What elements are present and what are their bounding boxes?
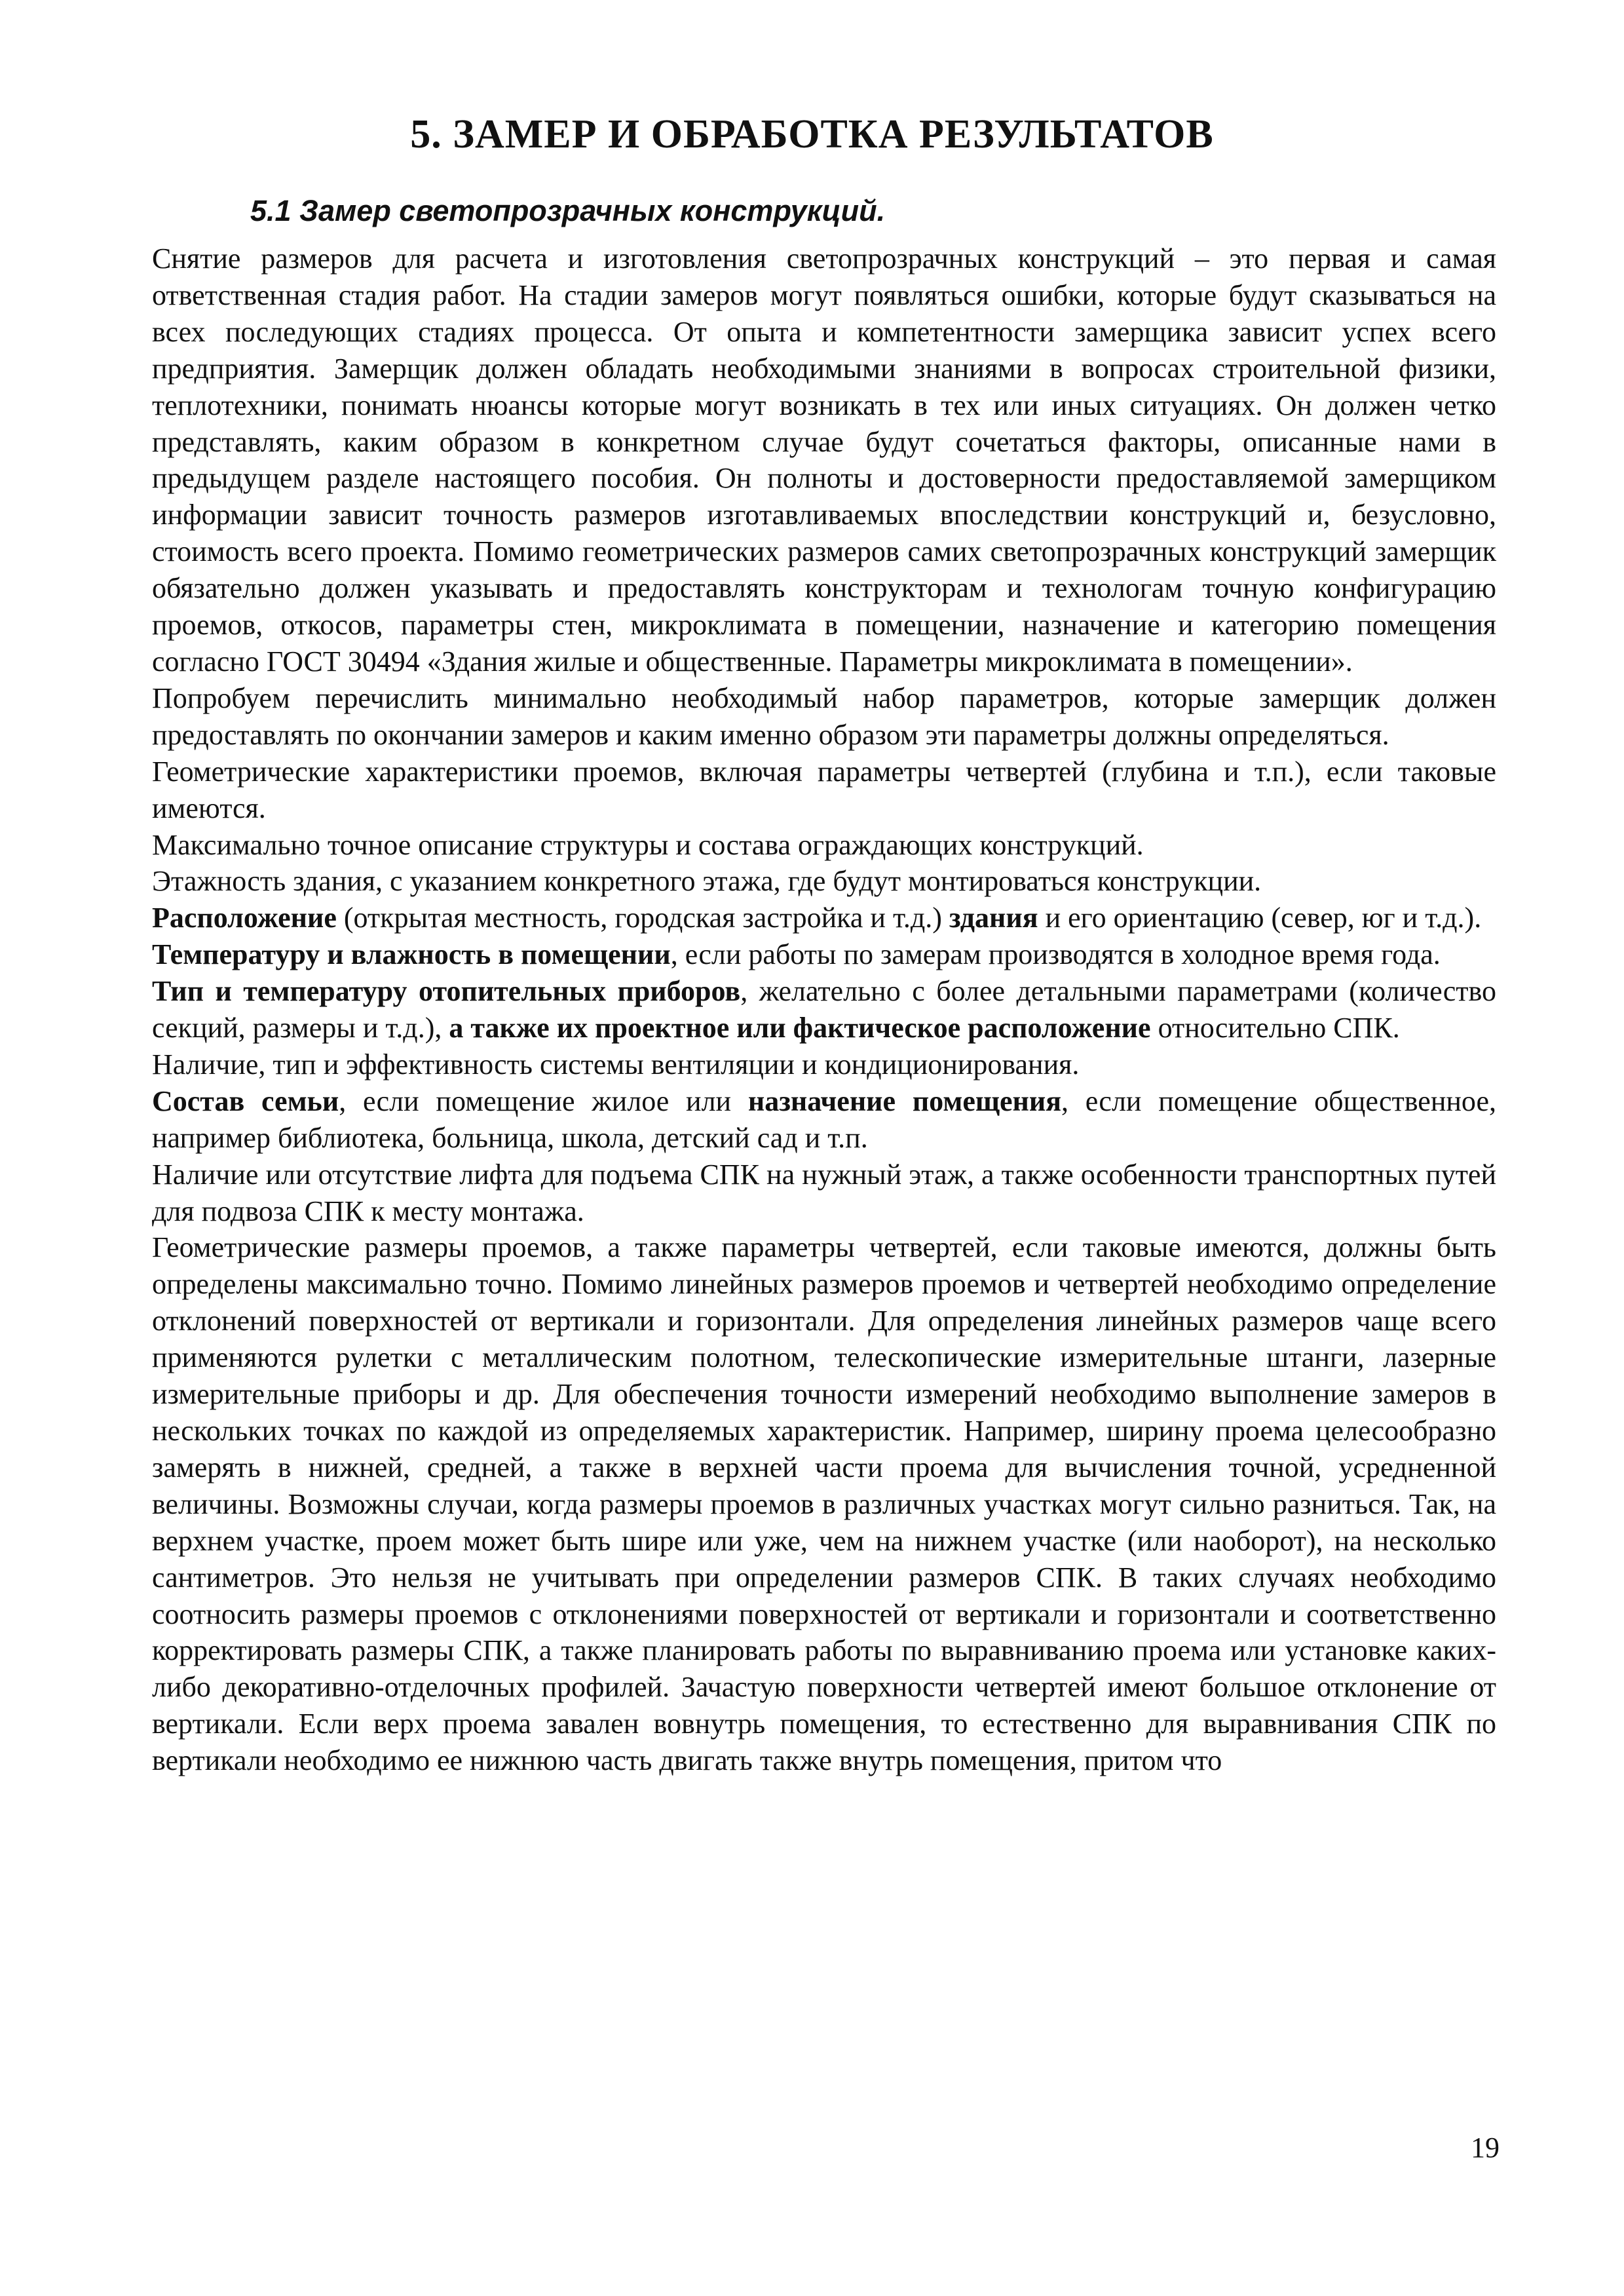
paragraph-text: относительно СПК. [1150,1012,1400,1044]
paragraph-temperature [152,936,1496,973]
paragraph-parameters-list-intro: Попробуем перечислить минимально необходимый набор параметров, которые замерщик должен предоставлять по окончании замеров и каким именно образом эти параметры должны определяться. [152,681,1496,751]
paragraph-text: (открытая местность, городская застройка и т.д.) [336,902,949,934]
paragraph-text: , если помещение жилое или [339,1084,748,1117]
page-number: 19 [1471,2132,1500,2164]
bold-term: здания [949,902,1038,934]
paragraph-text: и его ориентацию (север, юг и т.д.). [1038,902,1482,934]
chapter-heading: 5. ЗАМЕР И ОБРАБОТКА РЕЗУЛЬТАТОВ [410,112,1214,157]
body-text [152,240,1496,1779]
paragraph-text: , желательно с более детальными параметрами (количество секций, размеры и т.д.), [152,975,1496,1044]
section-subheading: 5.1 Замер светопрозрачных конструкций. [250,194,886,227]
paragraph-heating [152,973,1496,1046]
paragraph-elevator: Наличие или отсутствие лифта для подъема СПК на нужный этаж, а также особенности транспортных путей для подвоза СПК к месту монтажа. [152,1158,1496,1227]
paragraph-floors: Этажность здания, с указанием конкретного этажа, где будут монтироваться конструкции. [152,865,1262,898]
paragraph-geometry: Геометрические характеристики проемов, включая параметры четвертей (глубина и т.п.), если таковые имеются. [152,755,1496,824]
paragraph-text: , если помещение общественное, например библиотека, больница, школа, детский сад и т.п. [152,1084,1496,1154]
paragraph-ventilation: Наличие, тип и эффективность системы вентиляции и кондиционирования. [152,1048,1080,1081]
bold-term: Тип и температуру отопительных приборов [152,975,741,1008]
paragraph-family [152,1083,1496,1157]
paragraph-structure: Максимально точное описание структуры и состава ограждающих конструкций. [152,828,1144,861]
bold-term: Расположение [152,902,337,934]
bold-term: назначение помещения [747,1084,1062,1117]
bold-term: а также их проектное или фактическое расположение [449,1012,1151,1044]
paragraph-intro: Снятие размеров для расчета и изготовления светопрозрачных конструкций – это первая и самая ответственная стадия работ. На стадии замеров могут появляться ошибки, которые будут сказываться на всех последующих стадиях процесса. От опыта и компетентности замерщика зависит успех всего предприятия. Замерщик должен обладать необходимыми знаниями в вопросах строительной физики, теплотехники, понимать нюансы которые могут возникать в тех или иных ситуациях. Он должен четко представлять, каким образом в конкретном случае будут сочетаться факторы, описанные нами в предыдущем разделе настоящего пособия. Он полноты и достоверности предоставляемой замерщиком информации зависит точность размеров изготавливаемых впоследствии конструкций и, безусловно, стоимость всего проекта. Помимо геометрических размеров самих светопрозрачных конструкций замерщик обязательно должен указывать и предоставлять конструкторам и технологам точную конфигурацию проемов, откосов, параметры стен, микроклимата в помещении, назначение и категорию помещения согласно ГОСТ 30494 «Здания жилые и общественные. Параметры микроклимата в помещении». [152,242,1496,678]
paragraph-measurement-details: Геометрические размеры проемов, а также параметры четвертей, если таковые имеются, должны быть определены максимально точно. Помимо линейных размеров проемов и четвертей необходимо определение отклонений поверхностей от вертикали и горизонтали. Для определения линейных размеров чаще всего применяются рулетки с металлическим полотном, телескопические измерительные штанги, лазерные измерительные приборы и др. Для обеспечения точности измерений необходимо выполнение замеров в нескольких точках по каждой из определяемых характеристик. Например, ширину проема целесообразно замерять в нижней, средней, а также в верхней части проема для вычисления точной, усредненной величины. Возможны случаи, когда размеры проемов в различных участках могут сильно разниться. Так, на верхнем участке, проем может быть шире или уже, чем на нижнем участке (или наоборот), на несколько сантиметров. Это нельзя не учитывать при определении размеров СПК. В таких случаях необходимо соотносить размеры проемов с отклонениями поверхностей от вертикали и горизонтали и соответственно корректировать размеры СПК, а также планировать работы по выравниванию проема или установке каких-либо декоративно-отделочных профилей. Зачастую поверхности четвертей имеют большое отклонение от вертикали. Если верх проема завален вовнутрь помещения, то естественно для выравнивания СПК по вертикали необходимо ее нижнюю часть двигать также внутрь помещения, притом что [152,1231,1496,1777]
paragraph-text: , если работы по замерам производятся в холодное время года. [670,938,1441,971]
bold-term: Температуру и влажность в помещении [152,938,671,971]
paragraph-location [152,900,1496,936]
bold-term: Состав семьи [152,1084,339,1117]
